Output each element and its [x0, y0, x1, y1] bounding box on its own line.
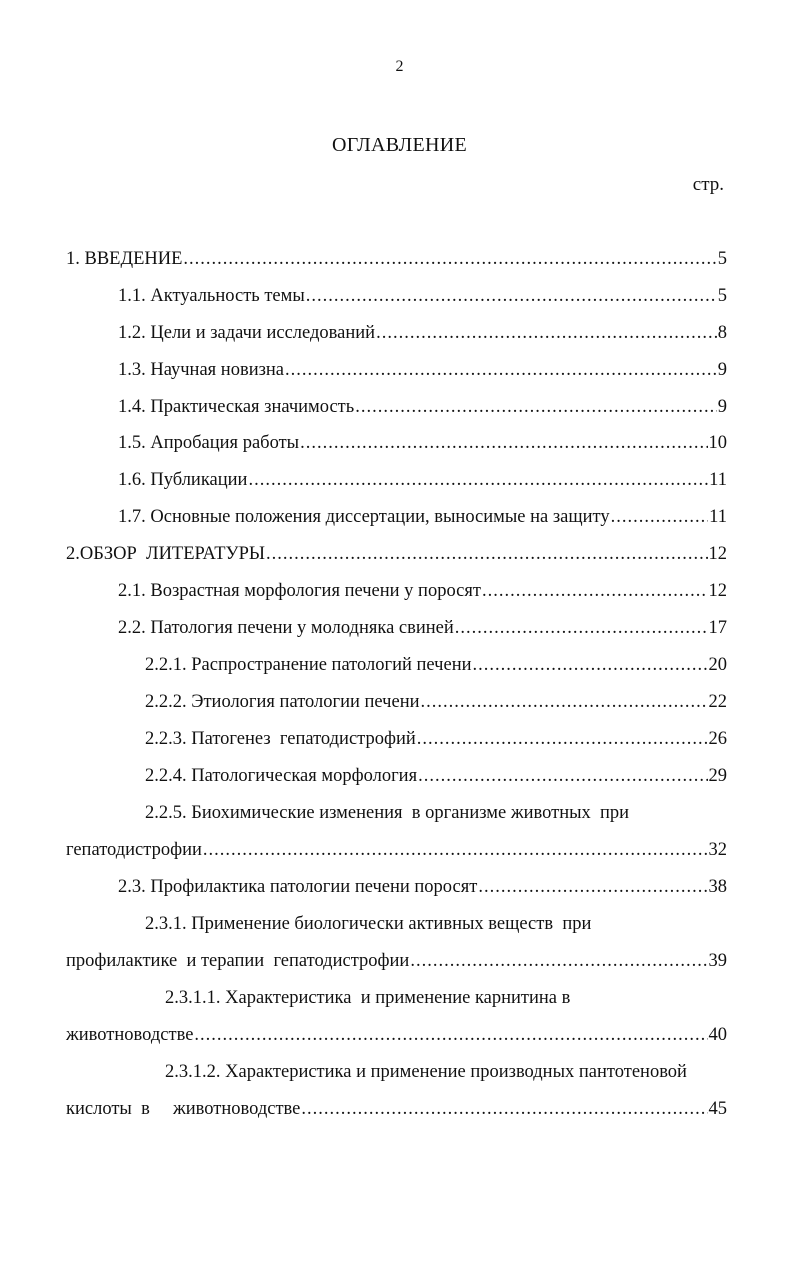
dot-leader: [183, 246, 716, 272]
page-title: ОГЛАВЛЕНИЕ: [332, 134, 467, 156]
toc-entry-page: 11: [709, 470, 727, 490]
dot-leader: [300, 430, 707, 456]
toc-entry-label: 1.5. Апробация работы: [118, 433, 300, 453]
toc-entry: [66, 1022, 727, 1048]
toc-entry-page: 26: [708, 729, 727, 749]
toc-entry-label: 2.3.1. Применение биологически активных веществ при: [145, 914, 592, 934]
toc-entry: [118, 874, 727, 900]
toc-entry-label: 1.1. Актуальность темы: [118, 286, 305, 306]
dot-leader: [203, 837, 708, 863]
toc-entry: [145, 726, 727, 752]
dot-leader: [418, 763, 707, 789]
dot-leader: [194, 1022, 707, 1048]
toc-entry-page: 38: [708, 877, 727, 897]
toc-entry: [66, 541, 727, 567]
toc-entry: [118, 467, 727, 493]
toc-entry-label: 2.ОБЗОР ЛИТЕРАТУРЫ: [66, 544, 266, 564]
dot-leader: [455, 615, 708, 641]
toc-entry: [66, 246, 727, 272]
toc-entry: [66, 948, 727, 974]
toc-entry: [118, 357, 727, 383]
toc-entry-label: 1.3. Научная новизна: [118, 360, 285, 380]
toc-entry-page: 11: [709, 507, 727, 527]
toc-entry-label: 2.2.3. Патогенез гепатодистрофий: [145, 729, 416, 749]
toc-entry-page: 20: [708, 655, 727, 675]
toc-entry: [118, 283, 727, 309]
toc-entry-continuation: животноводстве: [66, 1025, 194, 1045]
dot-leader: [355, 394, 717, 420]
toc-entry-label: 2.2.4. Патологическая морфология: [145, 766, 418, 786]
toc-entry-continuation: гепатодистрофии: [66, 840, 202, 860]
toc-entry-label: 2.2. Патология печени у молодняка свиней: [118, 618, 454, 638]
toc-entry-page: 29: [708, 766, 727, 786]
toc-entry-page: 32: [708, 840, 727, 860]
toc-entry: [118, 615, 727, 641]
toc-entry-page: 10: [708, 433, 727, 453]
toc-entry: [118, 430, 727, 456]
dot-leader: [266, 541, 707, 567]
toc-entry: [66, 1096, 727, 1122]
toc-entry: [145, 689, 727, 715]
toc-entry-page: 39: [708, 951, 727, 971]
toc-entry-page: 45: [708, 1099, 727, 1119]
toc-entry: [118, 320, 727, 346]
toc-entry-page: 8: [717, 323, 727, 343]
dot-leader: [410, 948, 707, 974]
dot-leader: [421, 689, 708, 715]
dot-leader: [301, 1096, 707, 1122]
page-number: 2: [395, 58, 404, 75]
toc-entry-label: 2.3.1.2. Характеристика и применение производных пантотеновой: [165, 1062, 687, 1082]
toc-entry: [118, 394, 727, 420]
toc-entry-page: 22: [708, 692, 727, 712]
toc-entry-label: 1.2. Цели и задачи исследований: [118, 323, 376, 343]
toc-entry: [145, 763, 727, 789]
toc-entry-continuation: профилактике и терапии гепатодистрофии: [66, 951, 410, 971]
toc-entry: [118, 578, 727, 604]
toc-entry-label: 1.6. Публикации: [118, 470, 248, 490]
toc-entry-page: 5: [717, 249, 727, 269]
toc-entry-page: 12: [708, 544, 727, 564]
toc-entry-label: 1.4. Практическая значимость: [118, 397, 355, 417]
toc-entry-label: 2.3. Профилактика патологии печени поросят: [118, 877, 478, 897]
toc-entry-label: 1. ВВЕДЕНИЕ: [66, 249, 183, 269]
toc-entry-page: 40: [708, 1025, 727, 1045]
toc-entry-page: 5: [717, 286, 727, 306]
toc-entry-page: 12: [708, 581, 727, 601]
toc-entry-label: 2.2.2. Этиология патологии печени: [145, 692, 420, 712]
dot-leader: [473, 652, 708, 678]
toc-entry-label: 2.2.5. Биохимические изменения в организме животных при: [145, 803, 630, 823]
dot-leader: [376, 320, 717, 346]
toc-entry: [145, 652, 727, 678]
toc-entry-page: 9: [717, 397, 727, 417]
toc-entry-page: 17: [708, 618, 727, 638]
dot-leader: [248, 467, 708, 493]
toc-entry-page: 9: [717, 360, 727, 380]
dot-leader: [611, 504, 709, 530]
dot-leader: [285, 357, 717, 383]
dot-leader: [478, 874, 707, 900]
page-column-label: стр.: [692, 174, 724, 195]
toc-entry-continuation: кислоты в животноводстве: [66, 1099, 301, 1119]
toc-entry-label: 2.1. Возрастная морфология печени у поросят: [118, 581, 481, 601]
dot-leader: [417, 726, 708, 752]
dot-leader: [306, 283, 717, 309]
toc-entry-label: 1.7. Основные положения диссертации, выносимые на защиту: [118, 507, 610, 527]
toc-entry-label: 2.2.1. Распространение патологий печени: [145, 655, 472, 675]
dot-leader: [482, 578, 708, 604]
toc-entry: [66, 837, 727, 863]
toc-entry-label: 2.3.1.1. Характеристика и применение карнитина в: [165, 988, 571, 1008]
toc-entry: [118, 504, 727, 530]
